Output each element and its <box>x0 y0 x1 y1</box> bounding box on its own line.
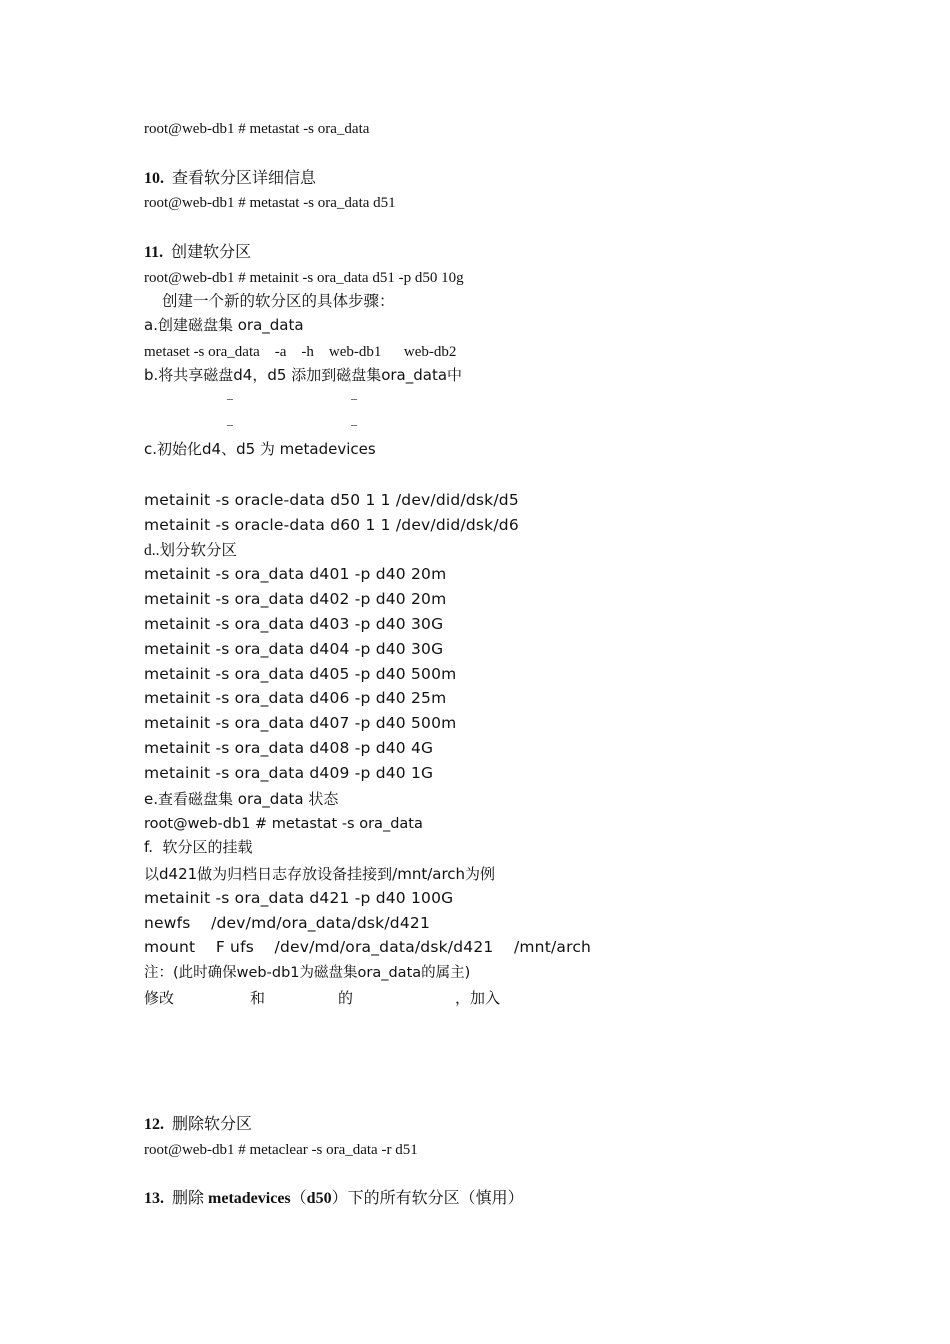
command-metainit-d408: metainit -s ora_data d408 -p d40 4G <box>144 739 434 757</box>
dash-mark: – <box>227 417 233 431</box>
section-title: 删除软分区 <box>172 1116 253 1133</box>
command-metainit-d406: metainit -s ora_data d406 -p d40 25m <box>144 689 447 707</box>
command-metastat-status: root@web-db1 # metastat -s ora_data <box>144 816 423 832</box>
dash-mark: – <box>351 391 357 405</box>
dash-mark: – <box>227 391 233 405</box>
step-d: d..划分软分区 <box>144 542 238 559</box>
command-metainit-d407: metainit -s ora_data d407 -p d40 500m <box>144 714 457 732</box>
owner-note: 注：(此时确保web-db1为磁盘集ora_data的属主) <box>144 965 471 981</box>
section-title-suffix: ）下的所有软分区（慎用） <box>331 1190 524 1207</box>
command-metainit-d404: metainit -s ora_data d404 -p d40 30G <box>144 640 444 658</box>
section-12-heading <box>144 1117 252 1133</box>
section-number: 12. <box>144 1116 164 1133</box>
section-title-prefix: 删除 <box>172 1190 205 1207</box>
section-11-heading <box>144 245 251 261</box>
command-metastat-d51: root@web-db1 # metastat -s ora_data d51 <box>144 195 396 211</box>
step-a: a.创建磁盘集 ora_data <box>144 316 304 334</box>
command-metainit-d60: metainit -s oracle-data d60 1 1 /dev/did/dsk/d6 <box>144 516 519 534</box>
word-modify: 修改 <box>144 989 175 1007</box>
section-number: 10. <box>144 170 164 187</box>
command-metainit-d421: metainit -s ora_data d421 -p d40 100G <box>144 889 454 907</box>
command-metaclear: root@web-db1 # metaclear -s ora_data -r d51 <box>144 1142 418 1158</box>
word-and: 和 <box>250 989 266 1007</box>
command-metainit-d51: root@web-db1 # metainit -s ora_data d51 -p d50 10g <box>144 270 464 286</box>
section-number: 13. <box>144 1190 164 1207</box>
command-metastat: root@web-db1 # metastat -s ora_data <box>144 121 370 137</box>
section-10-heading <box>144 171 316 187</box>
step-b: b.将共享磁盘d4，d5 添加到磁盘集ora_data中 <box>144 366 463 384</box>
command-metainit-d403: metainit -s ora_data d403 -p d40 30G <box>144 615 444 633</box>
command-newfs: newfs /dev/md/ora_data/dsk/d421 <box>144 914 431 932</box>
section-title: 创建软分区 <box>171 244 252 261</box>
dash-mark: – <box>351 417 357 431</box>
steps-intro: 创建一个新的软分区的具体步骤： <box>162 293 395 310</box>
paren-open: （ <box>290 1190 307 1207</box>
metadevices-term: metadevices <box>208 1190 291 1207</box>
section-13-heading <box>144 1191 524 1207</box>
section-title: 查看软分区详细信息 <box>172 170 317 187</box>
step-f: f. 软分区的挂载 <box>144 838 253 856</box>
command-metainit-d402: metainit -s ora_data d402 -p d40 20m <box>144 590 447 608</box>
step-c: c.初始化d4、d5 为 metadevices <box>144 440 376 458</box>
word-of: 的 <box>338 989 354 1007</box>
step-e: e.查看磁盘集 ora_data 状态 <box>144 790 339 808</box>
command-metainit-d409: metainit -s ora_data d409 -p d40 1G <box>144 764 434 782</box>
command-metaset: metaset -s ora_data -a -h web-db1 web-db2 <box>144 344 457 360</box>
command-mount: mount F ufs /dev/md/ora_data/dsk/d421 /mnt/arch <box>144 938 592 956</box>
d50-term: d50 <box>306 1190 332 1207</box>
command-metainit-d50: metainit -s oracle-data d50 1 1 /dev/did/dsk/d5 <box>144 491 519 509</box>
mount-example-note: 以d421做为归档日志存放设备挂接到/mnt/arch为例 <box>144 865 496 883</box>
section-number: 11. <box>144 244 164 261</box>
command-metainit-d401: metainit -s ora_data d401 -p d40 20m <box>144 565 447 583</box>
command-metainit-d405: metainit -s ora_data d405 -p d40 500m <box>144 665 457 683</box>
word-add: ，加入 <box>455 989 501 1007</box>
